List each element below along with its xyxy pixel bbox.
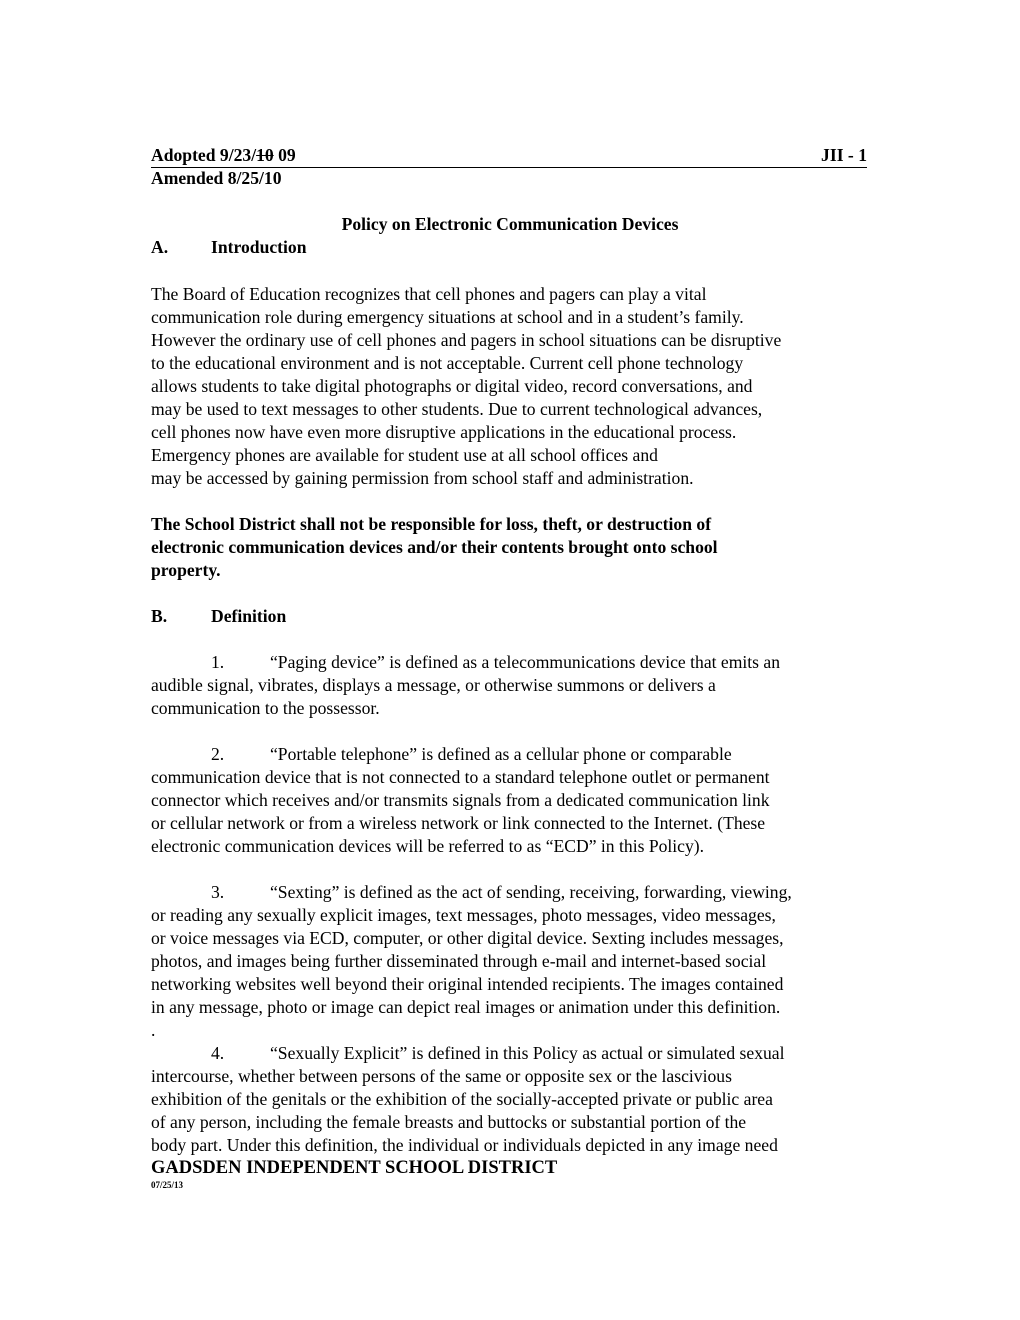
definition-line: or cellular network or from a wireless network or link connected to the Internet. (These bbox=[151, 813, 766, 833]
definition-line: networking websites well beyond their original intended recipients. The images contained bbox=[151, 974, 784, 994]
section-b-heading: Definition bbox=[211, 606, 287, 626]
definition-number: 1. bbox=[211, 652, 225, 672]
definition-first-line: “Paging device” is defined as a telecommunications device that emits an bbox=[270, 652, 781, 672]
definition-line: connector which receives and/or transmits signals from a dedicated communication link bbox=[151, 790, 770, 810]
definition-line: electronic communication devices will be referred to as “ECD” in this Policy). bbox=[151, 836, 705, 856]
definition-line: communication to the possessor. bbox=[151, 698, 380, 718]
section-a-heading: Introduction bbox=[211, 237, 307, 257]
definition-line: communication device that is not connected to a standard telephone outlet or permanent bbox=[151, 767, 770, 787]
intro-line: However the ordinary use of cell phones and pagers in school situations can be disruptive bbox=[151, 330, 782, 350]
disclaimer-line: property. bbox=[151, 560, 221, 580]
definition-line: photos, and images being further disseminated through e-mail and internet-based social bbox=[151, 951, 767, 971]
disclaimer-line: The School District shall not be responsible for loss, theft, or destruction of bbox=[151, 514, 712, 534]
adopted-date bbox=[151, 144, 296, 167]
policy-title: Policy on Electronic Communication Devices bbox=[341, 214, 679, 234]
header-line bbox=[151, 144, 867, 168]
adopted-prefix: Adopted 9/23/ bbox=[151, 145, 257, 165]
footer-district-name: GADSDEN INDEPENDENT SCHOOL DISTRICT bbox=[151, 1158, 558, 1178]
intro-line: may be accessed by gaining permission from school staff and administration. bbox=[151, 468, 694, 488]
definition-line: body part. Under this definition, the individual or individuals depicted in any image need bbox=[151, 1135, 778, 1155]
policy-code: JII - 1 bbox=[821, 145, 867, 165]
disclaimer-line: electronic communication devices and/or their contents brought onto school bbox=[151, 537, 718, 557]
adopted-suffix: 09 bbox=[273, 145, 296, 165]
definition-line: intercourse, whether between persons of the same or opposite sex or the lascivious bbox=[151, 1066, 732, 1086]
intro-line: cell phones now have even more disruptive applications in the educational process. bbox=[151, 422, 737, 442]
intro-line: may be used to text messages to other students. Due to current technological advances, bbox=[151, 399, 763, 419]
definition-number: 2. bbox=[211, 744, 225, 764]
definition-first-line: “Sexting” is defined as the act of sending, receiving, forwarding, viewing, bbox=[270, 882, 792, 902]
definition-line: or reading any sexually explicit images, text messages, photo messages, video messages, bbox=[151, 905, 776, 925]
definition-first-line: “Sexually Explicit” is defined in this Policy as actual or simulated sexual bbox=[270, 1043, 785, 1063]
intro-line: allows students to take digital photographs or digital video, record conversations, and bbox=[151, 376, 753, 396]
intro-line: communication role during emergency situations at school and in a student’s family. bbox=[151, 307, 744, 327]
section-b-letter: B. bbox=[151, 606, 168, 626]
definition-first-line: “Portable telephone” is defined as a cellular phone or comparable bbox=[270, 744, 732, 764]
definition-line: in any message, photo or image can depict real images or animation under this definition. bbox=[151, 997, 781, 1017]
intro-line: Emergency phones are available for student use at all school offices and bbox=[151, 445, 658, 465]
definition-line: audible signal, vibrates, displays a message, or otherwise summons or delivers a bbox=[151, 675, 716, 695]
definition-line: or voice messages via ECD, computer, or other digital device. Sexting includes messages, bbox=[151, 928, 784, 948]
footer-date: 07/25/13 bbox=[151, 1180, 184, 1190]
definition-number: 4. bbox=[211, 1043, 225, 1063]
definition-line: . bbox=[151, 1020, 156, 1040]
adopted-struck-year: 10 bbox=[256, 145, 274, 165]
section-a-letter: A. bbox=[151, 237, 169, 257]
definition-line: exhibition of the genitals or the exhibition of the socially-accepted private or public area bbox=[151, 1089, 773, 1109]
definition-line: of any person, including the female breasts and buttocks or substantial portion of the bbox=[151, 1112, 747, 1132]
definition-number: 3. bbox=[211, 882, 225, 902]
intro-line: to the educational environment and is not acceptable. Current cell phone technology bbox=[151, 353, 744, 373]
intro-line: The Board of Education recognizes that cell phones and pagers can play a vital bbox=[151, 284, 707, 304]
amended-date: Amended 8/25/10 bbox=[151, 168, 282, 188]
